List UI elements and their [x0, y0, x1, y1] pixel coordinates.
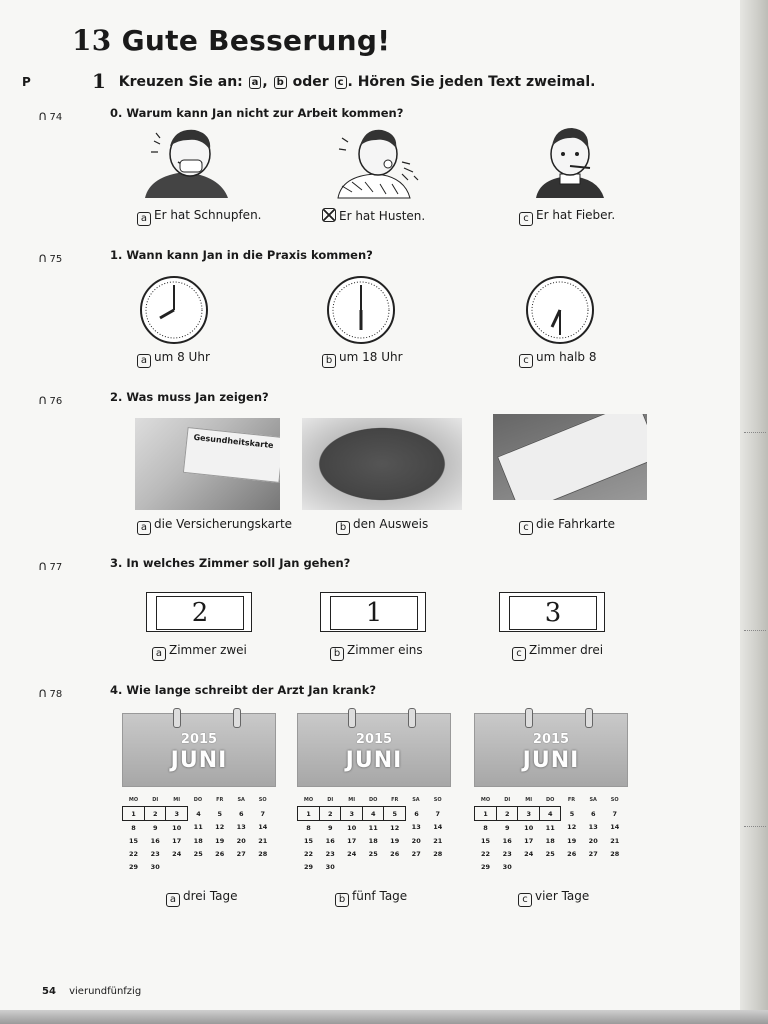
answer-0-b[interactable] — [322, 208, 425, 223]
calendar-day: 28 — [610, 849, 620, 858]
clock-6-oclock-icon — [326, 275, 396, 345]
task-instruction: 1 Kreuzen Sie an: a , b oder c . Hören Sie jeden Text zweimal. — [92, 69, 596, 93]
weekday-label: DI — [152, 796, 159, 803]
calendar-day: 9 — [327, 823, 333, 832]
room-number: 3 — [509, 596, 597, 630]
calendar-day: 3 — [166, 807, 188, 821]
audio-track — [38, 393, 62, 408]
calendar-day: 18 — [545, 836, 555, 845]
calendar-day: 19 — [390, 836, 400, 845]
calendar-day: 8 — [131, 823, 136, 832]
calendar-day: 15 — [128, 836, 138, 845]
calendar-grid — [474, 793, 626, 873]
calendar-day: 4 — [362, 807, 384, 821]
answer-label: die Versicherungskarte — [154, 517, 293, 531]
calendar-ring-icon — [233, 708, 241, 728]
weekday-label: MO — [480, 796, 491, 803]
answer-label: Er hat Husten. — [339, 209, 426, 223]
calendar-month: JUNI — [170, 748, 228, 773]
calendar-day: 3 — [518, 807, 540, 821]
calendar-day — [539, 860, 561, 873]
calendar-day: 20 — [236, 836, 246, 845]
task-option-c: c — [335, 76, 347, 89]
calendar-day — [341, 860, 363, 873]
answer-label: um halb 8 — [536, 350, 597, 364]
coughing-person-picture — [330, 126, 430, 202]
answer-label: Er hat Fieber. — [536, 208, 616, 222]
calendar-day: 16 — [502, 836, 512, 845]
answer-4-a[interactable] — [166, 889, 238, 907]
answer-2-b[interactable] — [336, 517, 428, 535]
audio-track-number: 76 — [49, 396, 63, 407]
calendar-day: 12 — [390, 823, 400, 832]
weekday-label: MI — [173, 796, 181, 803]
checkbox-a[interactable]: a — [137, 521, 151, 535]
answer-label: Zimmer drei — [529, 643, 604, 657]
calendar-c — [474, 713, 626, 873]
calendar-day: 11 — [193, 823, 203, 832]
weekday-label: MI — [348, 796, 356, 803]
weekday-label: FR — [567, 796, 576, 803]
answer-3-c[interactable] — [512, 643, 603, 661]
calendar-header — [297, 713, 451, 787]
calendar-day: 15 — [480, 836, 490, 845]
calendar-day: 2 — [496, 807, 518, 821]
calendar-day: 30 — [325, 862, 335, 871]
answer-label: um 18 Uhr — [339, 350, 403, 364]
calendar-day: 10 — [172, 823, 182, 832]
calendar-day — [427, 860, 449, 873]
calendar-a — [122, 713, 274, 873]
calendar-day: 28 — [258, 849, 268, 858]
calendar-header — [474, 713, 628, 787]
clock-half-past-7-icon — [525, 275, 595, 345]
calendar-day: 29 — [128, 862, 138, 871]
calendar-day — [384, 860, 406, 873]
question-3: 3. In welches Zimmer soll Jan gehen? — [110, 556, 351, 570]
weekday-label: DO — [369, 796, 378, 803]
answer-1-b[interactable] — [322, 350, 403, 368]
weekday-label: DO — [193, 796, 203, 803]
calendar-day: 11 — [368, 823, 378, 832]
calendar-day: 9 — [152, 823, 158, 832]
calendar-day: 6 — [414, 809, 419, 818]
audio-track-number: 75 — [49, 254, 63, 265]
answer-4-c[interactable] — [518, 889, 589, 907]
calendar-day: 30 — [502, 862, 512, 871]
calendar-day: 7 — [260, 809, 265, 818]
calendar-day: 1 — [475, 807, 497, 821]
calendar-day: 22 — [128, 849, 138, 858]
page-footer — [42, 986, 141, 997]
calendar-day: 22 — [303, 849, 313, 858]
calendar-day: 29 — [303, 862, 313, 871]
passport-photo — [302, 418, 462, 510]
calendar-day: 16 — [150, 836, 160, 845]
weekday-label: MI — [525, 796, 533, 803]
checkbox-b[interactable]: b — [335, 893, 349, 907]
answer-1-a[interactable] — [137, 350, 210, 368]
calendar-day: 25 — [545, 849, 555, 858]
clock-8-oclock-icon — [139, 275, 209, 345]
task-option-a: a — [249, 76, 262, 89]
checkbox-a[interactable]: a — [152, 647, 166, 661]
calendar-day: 14 — [610, 823, 620, 832]
weekday-label: DO — [546, 796, 555, 803]
calendar-ring-icon — [585, 708, 593, 728]
calendar-day — [230, 860, 252, 873]
feverish-person-picture — [530, 126, 610, 202]
sneezing-person-picture — [140, 126, 240, 202]
calendar-day — [561, 860, 583, 873]
headphones-icon: ∩ — [38, 393, 48, 408]
calendar-day: 12 — [215, 823, 225, 832]
calendar-day: 1 — [298, 807, 320, 821]
checkbox-a[interactable]: a — [137, 354, 151, 368]
calendar-ring-icon — [525, 708, 533, 728]
calendar-day: 6 — [238, 809, 244, 818]
weekday-label: MO — [303, 796, 314, 803]
calendar-day: 23 — [325, 849, 335, 858]
calendar-day: 23 — [502, 849, 512, 858]
headphones-icon: ∩ — [38, 251, 48, 266]
calendar-day: 28 — [433, 849, 443, 858]
calendar-day: 26 — [215, 849, 225, 858]
calendar-day: 13 — [411, 823, 421, 832]
calendar-day — [518, 860, 540, 873]
answer-label: die Fahrkarte — [536, 517, 615, 531]
calendar-day: 21 — [258, 836, 268, 845]
answer-label: Er hat Schnupfen. — [154, 208, 262, 222]
weekday-label: SO — [610, 796, 619, 803]
scan-border — [0, 1010, 768, 1024]
weekday-label: FR — [391, 796, 399, 803]
page-number-word: vierundfünfzig — [69, 986, 142, 997]
calendar-day: 25 — [193, 849, 203, 858]
question-1: 1. Wann kann Jan in die Praxis kommen? — [110, 248, 373, 262]
calendar-day: 27 — [236, 849, 246, 858]
room-sign-2 — [146, 592, 252, 632]
calendar-day: 26 — [567, 849, 577, 858]
answer-label: Zimmer eins — [347, 643, 423, 657]
calendar-day: 23 — [150, 849, 160, 858]
answer-3-a[interactable] — [152, 643, 247, 661]
calendar-day: 5 — [569, 809, 575, 818]
room-number: 1 — [330, 596, 418, 630]
task-option-b: b — [274, 76, 287, 89]
weekday-label: MO — [128, 796, 139, 803]
question-2: 2. Was muss Jan zeigen? — [110, 390, 269, 404]
calendar-day — [405, 860, 427, 873]
calendar-day: 5 — [217, 809, 222, 818]
train-ticket-photo — [493, 414, 647, 500]
answer-2-c[interactable] — [519, 517, 615, 535]
task-text-before: Kreuzen Sie an: — [118, 74, 243, 90]
calendar-day: 8 — [306, 823, 311, 832]
checkbox-c[interactable]: c — [519, 354, 533, 368]
weekday-label: DI — [327, 796, 334, 803]
checkbox-c[interactable]: c — [518, 893, 532, 907]
checkbox-b[interactable]: b — [322, 354, 336, 368]
calendar-month: JUNI — [522, 748, 580, 773]
question-0: 0. Warum kann Jan nicht zur Arbeit kommen? — [110, 106, 404, 120]
weekday-label: SO — [258, 796, 267, 803]
answer-label: den Ausweis — [353, 517, 429, 531]
answer-3-b[interactable] — [330, 643, 423, 661]
weekday-label: SA — [589, 796, 597, 803]
calendar-day: 24 — [347, 849, 357, 858]
checkbox-b[interactable]: b — [330, 647, 344, 661]
room-number: 2 — [156, 596, 244, 630]
health-insurance-card-photo — [135, 418, 280, 510]
weekday-label: SA — [412, 796, 420, 803]
headphones-icon: ∩ — [38, 109, 48, 124]
calendar-day: 27 — [588, 849, 598, 858]
calendar-grid — [122, 793, 274, 873]
calendar-day: 7 — [612, 809, 617, 818]
calendar-ring-icon — [348, 708, 356, 728]
calendar-day: 20 — [588, 836, 598, 845]
weekday-label: SA — [237, 796, 245, 803]
calendar-day: 2 — [319, 807, 341, 821]
calendar-day: 7 — [435, 809, 440, 818]
calendar-day: 10 — [524, 823, 534, 832]
calendar-day: 24 — [172, 849, 182, 858]
audio-track — [38, 686, 62, 701]
calendar-b — [297, 713, 449, 873]
calendar-day: 16 — [325, 836, 335, 845]
checkbox-c[interactable]: c — [512, 647, 526, 661]
checkbox-c[interactable]: c — [519, 212, 533, 226]
calendar-day: 22 — [480, 849, 490, 858]
checkbox-a[interactable]: a — [166, 893, 180, 907]
calendar-day: 18 — [193, 836, 203, 845]
audio-track-number: 74 — [49, 112, 63, 123]
calendar-day: 2 — [144, 807, 166, 821]
calendar-day — [362, 860, 384, 873]
calendar-day — [166, 860, 188, 873]
calendar-day: 17 — [347, 836, 357, 845]
calendar-day: 8 — [483, 823, 488, 832]
section-marker: P — [22, 75, 31, 89]
answer-0-c[interactable] — [519, 208, 615, 226]
calendar-day: 13 — [236, 823, 246, 832]
audio-track — [38, 559, 62, 574]
calendar-day: 1 — [123, 807, 145, 821]
task-text-after: . Hören Sie jeden Text zweimal. — [347, 74, 596, 90]
calendar-day: 17 — [172, 836, 182, 845]
calendar-day — [604, 860, 626, 873]
calendar-day: 9 — [504, 823, 510, 832]
calendar-grid — [297, 793, 449, 873]
audio-track-number: 77 — [49, 562, 63, 573]
calendar-day: 6 — [590, 809, 596, 818]
calendar-year: 2015 — [532, 732, 570, 747]
weekday-label: SO — [433, 796, 442, 803]
audio-track-number: 78 — [49, 689, 63, 700]
answer-label: Zimmer zwei — [169, 643, 247, 657]
checkbox-b-checked[interactable] — [322, 208, 336, 222]
calendar-day: 21 — [610, 836, 620, 845]
headphones-icon: ∩ — [38, 559, 48, 574]
calendar-day: 19 — [567, 836, 577, 845]
calendar-day — [187, 860, 209, 873]
card-label: Gesundheitskarte — [193, 432, 274, 451]
question-4: 4. Wie lange schreibt der Arzt Jan krank? — [110, 683, 377, 697]
room-sign-3 — [499, 592, 605, 632]
calendar-day: 19 — [215, 836, 225, 845]
page-edge — [740, 0, 768, 1024]
answer-2-a[interactable] — [137, 517, 292, 535]
task-text-mid: oder — [292, 74, 329, 90]
chapter-number: 13 — [72, 24, 112, 57]
headphones-icon: ∩ — [38, 686, 48, 701]
page-number: 54 — [42, 986, 56, 997]
calendar-day: 26 — [390, 849, 400, 858]
calendar-year: 2015 — [355, 732, 393, 747]
calendar-day: 21 — [433, 836, 443, 845]
checkbox-b[interactable]: b — [336, 521, 350, 535]
calendar-day: 14 — [433, 823, 443, 832]
answer-label: fünf Tage — [352, 889, 408, 903]
calendar-month: JUNI — [345, 748, 403, 773]
calendar-day — [209, 860, 231, 873]
calendar-day — [582, 860, 604, 873]
audio-track — [38, 109, 62, 124]
answer-label: drei Tage — [183, 889, 238, 903]
calendar-day — [252, 860, 274, 873]
answer-1-c[interactable] — [519, 350, 596, 368]
calendar-day: 30 — [150, 862, 160, 871]
answer-label: vier Tage — [535, 889, 590, 903]
answer-4-b[interactable] — [335, 889, 407, 907]
room-sign-1 — [320, 592, 426, 632]
calendar-day: 18 — [368, 836, 378, 845]
calendar-header — [122, 713, 276, 787]
answer-0-a[interactable] — [137, 208, 261, 226]
calendar-day: 11 — [545, 823, 555, 832]
calendar-day: 20 — [411, 836, 421, 845]
calendar-year: 2015 — [180, 732, 218, 747]
weekday-label: FR — [216, 796, 224, 803]
calendar-day: 25 — [368, 849, 378, 858]
calendar-day: 10 — [347, 823, 357, 832]
calendar-ring-icon — [408, 708, 416, 728]
calendar-day: 24 — [524, 849, 534, 858]
checkbox-a[interactable]: a — [137, 212, 151, 226]
chapter-title-text: Gute Besserung! — [121, 24, 391, 57]
calendar-ring-icon — [173, 708, 181, 728]
chapter-title — [72, 24, 390, 57]
calendar-day: 4 — [196, 809, 201, 818]
weekday-label: DI — [504, 796, 511, 803]
calendar-day: 27 — [411, 849, 421, 858]
audio-track — [38, 251, 62, 266]
calendar-day: 14 — [258, 823, 268, 832]
calendar-day: 17 — [524, 836, 534, 845]
answer-label: um 8 Uhr — [154, 350, 210, 364]
calendar-day: 5 — [384, 807, 406, 821]
calendar-day: 15 — [303, 836, 313, 845]
calendar-day: 12 — [567, 823, 577, 832]
calendar-day: 13 — [588, 823, 598, 832]
checkbox-c[interactable]: c — [519, 521, 533, 535]
calendar-day: 4 — [539, 807, 561, 821]
calendar-day: 29 — [480, 862, 490, 871]
calendar-day: 3 — [341, 807, 363, 821]
task-number: 1 — [92, 69, 106, 93]
